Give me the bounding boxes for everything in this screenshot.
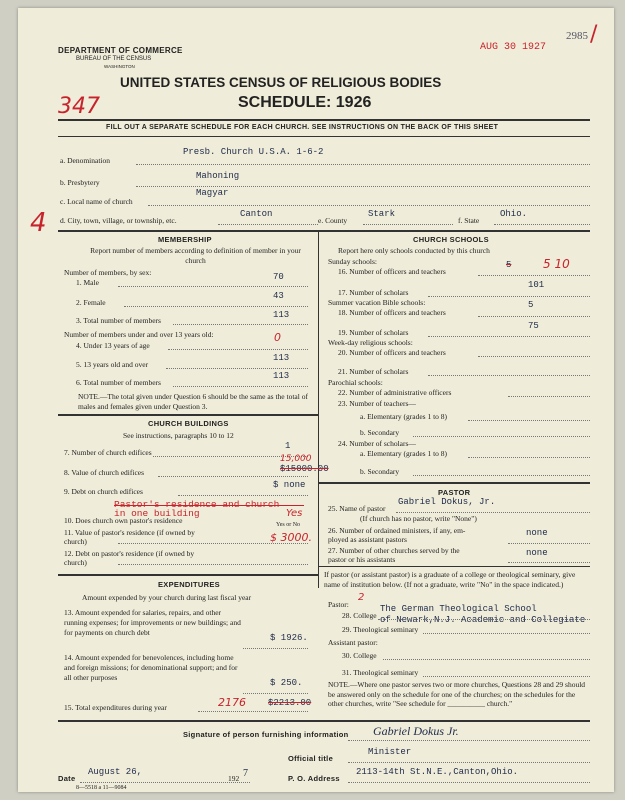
sunday-scholars-value: 101 bbox=[528, 280, 545, 290]
admin-officers-label: 22. Number of administrative officers bbox=[338, 388, 452, 397]
presbytery-label: b. Presbytery bbox=[60, 178, 100, 187]
sunday-scholars-label: 17. Number of scholars bbox=[338, 288, 409, 297]
buildings-heading: CHURCH BUILDINGS bbox=[148, 419, 229, 428]
vacation-officers-value: 5 bbox=[528, 300, 534, 310]
denomination-value: Presb. Church U.S.A. 1-6-2 bbox=[183, 147, 324, 157]
dept-label: DEPARTMENT OF COMMERCE bbox=[58, 46, 183, 55]
city-label: WASHINGTON bbox=[104, 64, 135, 69]
expenditures-intro: Amount expended by your church during last fiscal year bbox=[82, 593, 252, 602]
form-number: 2985 bbox=[566, 30, 588, 42]
sunday-officers-label: 16. Number of officers and teachers bbox=[338, 267, 446, 276]
value-label: 8. Value of church edifices bbox=[64, 468, 145, 477]
residence-debt-label: 12. Debt on pastor's residence (if owned by church) bbox=[64, 549, 195, 567]
membership-heading: MEMBERSHIP bbox=[158, 235, 212, 244]
form-title: UNITED STATES CENSUS OF RELIGIOUS BODIES bbox=[120, 75, 442, 90]
seminary-label: 29. Theological seminary bbox=[342, 625, 419, 634]
parsonage-answer: Yes bbox=[286, 508, 303, 519]
city-field-label: d. City, town, village, or township, etc. bbox=[60, 216, 177, 225]
buildings-intro: See instructions, paragraphs 10 to 12 bbox=[123, 431, 234, 440]
assistant-label: Assistant pastor: bbox=[328, 638, 378, 647]
weekday-officers-label: 20. Number of officers and teachers bbox=[338, 348, 446, 357]
vacation-officers-label: 18. Number of officers and teachers bbox=[338, 308, 446, 317]
total-exp-corrected: 2176 bbox=[218, 696, 246, 709]
total-label: 3. Total number of members bbox=[76, 316, 161, 325]
edifices-value: 1 bbox=[285, 441, 291, 451]
teachers-elementary-label: a. Elementary (grades 1 to 8) bbox=[360, 412, 448, 421]
ordained-value: none bbox=[526, 528, 548, 538]
college-instruction: If pastor (or assistant pastor) is a graduate of a college or theological seminary, give name of institution below. (If not a graduate, write "No" in the space indicated.) bbox=[324, 570, 576, 589]
county-label: e. County bbox=[318, 216, 348, 225]
membership-intro: Report number of members according to definition of member in your church bbox=[90, 246, 301, 265]
male-label: 1. Male bbox=[76, 278, 99, 287]
no-pastor-label: (If church has no pastor, write "None") bbox=[360, 514, 477, 523]
college-label: 28. College bbox=[342, 611, 377, 620]
bureau-label: BUREAU OF THE CENSUS bbox=[76, 56, 152, 62]
debt-label: 9. Debt on church edifices bbox=[64, 487, 143, 496]
pastor-note: NOTE.—Where one pastor serves two or more churches, Questions 28 and 29 should be answered only on the schedule for one of the churches; on the schedules for the other churches, write "See schedule for __________ church." bbox=[328, 680, 586, 708]
vacation-scholars-label: 19. Number of scholars bbox=[338, 328, 409, 337]
value-original: $15000.00 bbox=[280, 464, 329, 474]
debt-value: $ none bbox=[273, 480, 306, 490]
handwritten-number: 347 bbox=[58, 94, 100, 119]
other-churches-value: none bbox=[526, 548, 548, 558]
parochial-label: Parochial schools: bbox=[328, 378, 383, 387]
parsonage-label: 10. Does church own pastor's residence bbox=[64, 516, 183, 525]
signature-label: Signature of person furnishing information bbox=[183, 730, 349, 739]
residence-value-label: 11. Value of pastor's residence (if owned by church) bbox=[64, 528, 195, 546]
total-exp-original: $2213.00 bbox=[268, 698, 312, 708]
schedule-title: SCHEDULE: 1926 bbox=[238, 94, 372, 111]
state-value: Ohio. bbox=[500, 209, 528, 219]
instruction-line: FILL OUT A SEPARATE SCHEDULE FOR EACH CHURCH. SEE INSTRUCTIONS ON THE BACK OF THIS SHEET bbox=[106, 124, 499, 131]
vacation-scholars-value: 75 bbox=[528, 321, 539, 331]
schools-heading: CHURCH SCHOOLS bbox=[413, 235, 489, 244]
denomination-label: a. Denomination bbox=[60, 156, 110, 165]
pastor-heading: PASTOR bbox=[438, 488, 471, 497]
year-label: 192 bbox=[228, 774, 240, 783]
age-label: Number of members under and over 13 years old: bbox=[64, 330, 214, 339]
teachers-secondary-label: b. Secondary bbox=[360, 428, 400, 437]
pastor-sub-mark: 2 bbox=[358, 592, 365, 603]
print-code: 8—5518 a 11—9084 bbox=[76, 785, 127, 791]
sunday-officers-original: 5 bbox=[506, 260, 512, 270]
salaries-value: $ 1926. bbox=[270, 633, 308, 643]
under13-label: 4. Under 13 years of age bbox=[76, 341, 150, 350]
county-value: Stark bbox=[368, 209, 396, 219]
pastor-name-label: 25. Name of pastor bbox=[328, 504, 386, 513]
benevolences-value: $ 250. bbox=[270, 678, 303, 688]
local-name-label: c. Local name of church bbox=[60, 197, 133, 206]
received-stamp: AUG 30 1927 bbox=[480, 42, 547, 53]
local-name-value: Magyar bbox=[196, 188, 229, 198]
expenditures-heading: EXPENDITURES bbox=[158, 580, 220, 589]
date-value: August 26, bbox=[88, 767, 143, 777]
check-mark: / bbox=[590, 22, 598, 47]
total-value: 113 bbox=[273, 310, 290, 320]
scholars-elementary-label: a. Elementary (grades 1 to 8) bbox=[360, 449, 448, 458]
male-value: 70 bbox=[273, 272, 284, 282]
po-address-value: 2113-14th St.N.E.,Canton,Ohio. bbox=[356, 767, 519, 777]
vacation-label: Summer vacation Bible schools: bbox=[328, 298, 426, 307]
official-title-value: Minister bbox=[368, 747, 412, 757]
salaries-label: 13. Amount expended for salaries, repairs, and other running expenses; for improvements or new buildings; and for payments on church debt bbox=[64, 608, 241, 637]
over13-label: 5. 13 years old and over bbox=[76, 360, 149, 369]
residence-value: $ 3000. bbox=[270, 531, 312, 544]
scholars-label: 24. Number of scholars— bbox=[338, 439, 416, 448]
asst-college-label: 30. College bbox=[342, 651, 377, 660]
by-sex-label: Number of members, by sex: bbox=[64, 268, 152, 277]
teachers-label: 23. Number of teachers— bbox=[338, 399, 416, 408]
ordained-label: 26. Number of ordained ministers, if any, em- ployed as assistant pastors bbox=[328, 526, 466, 544]
other-churches-label: 27. Number of other churches served by the pastor or his assistants bbox=[328, 546, 460, 564]
sunday-officers-corrected: 5 10 bbox=[543, 257, 570, 271]
census-form bbox=[18, 8, 614, 792]
year-suffix: 7 bbox=[243, 768, 248, 779]
date-label: Date bbox=[58, 774, 76, 783]
official-title-label: Official title bbox=[288, 754, 334, 763]
margin-mark: 4 bbox=[30, 208, 47, 238]
female-label: 2. Female bbox=[76, 298, 106, 307]
total2-label: 6. Total number of members bbox=[76, 378, 161, 387]
college-value: The German Theological School of Newark,N.J. Academic and Collegiate bbox=[380, 604, 586, 625]
yes-no-label: Yes or No bbox=[276, 522, 301, 528]
value-correction: 15,000 bbox=[280, 454, 312, 464]
benevolences-label: 14. Amount expended for benevolences, including home and foreign missions; for denominational support; and for all other purposes bbox=[64, 653, 238, 682]
edifices-label: 7. Number of church edifices bbox=[64, 448, 152, 457]
pastor-name-value: Gabriel Dokus, Jr. bbox=[398, 497, 496, 507]
under13-value: 0 bbox=[274, 331, 281, 344]
presbytery-value: Mahoning bbox=[196, 171, 240, 181]
signature-value: Gabriel Dokus Jr. bbox=[373, 724, 459, 738]
weekday-scholars-label: 21. Number of scholars bbox=[338, 367, 409, 376]
schools-intro: Report here only schools conducted by this church bbox=[338, 246, 490, 255]
sunday-label: Sunday schools: bbox=[328, 257, 377, 266]
po-address-label: P. O. Address bbox=[288, 774, 340, 783]
city-value: Canton bbox=[240, 209, 273, 219]
over13-value: 113 bbox=[273, 353, 290, 363]
weekday-label: Week-day religious schools: bbox=[328, 338, 413, 347]
female-value: 43 bbox=[273, 291, 284, 301]
total2-value: 113 bbox=[273, 371, 290, 381]
asst-seminary-label: 31. Theological seminary bbox=[342, 668, 419, 677]
pastor-sub-label: Pastor: bbox=[328, 600, 349, 609]
membership-note: NOTE.—The total given under Question 6 should be the same as the total of males and females given under Question 3. bbox=[78, 392, 308, 411]
residence-note: in one building bbox=[114, 508, 200, 519]
state-label: f. State bbox=[458, 216, 480, 225]
scholars-secondary-label: b. Secondary bbox=[360, 467, 400, 476]
total-exp-label: 15. Total expenditures during year bbox=[64, 703, 167, 712]
